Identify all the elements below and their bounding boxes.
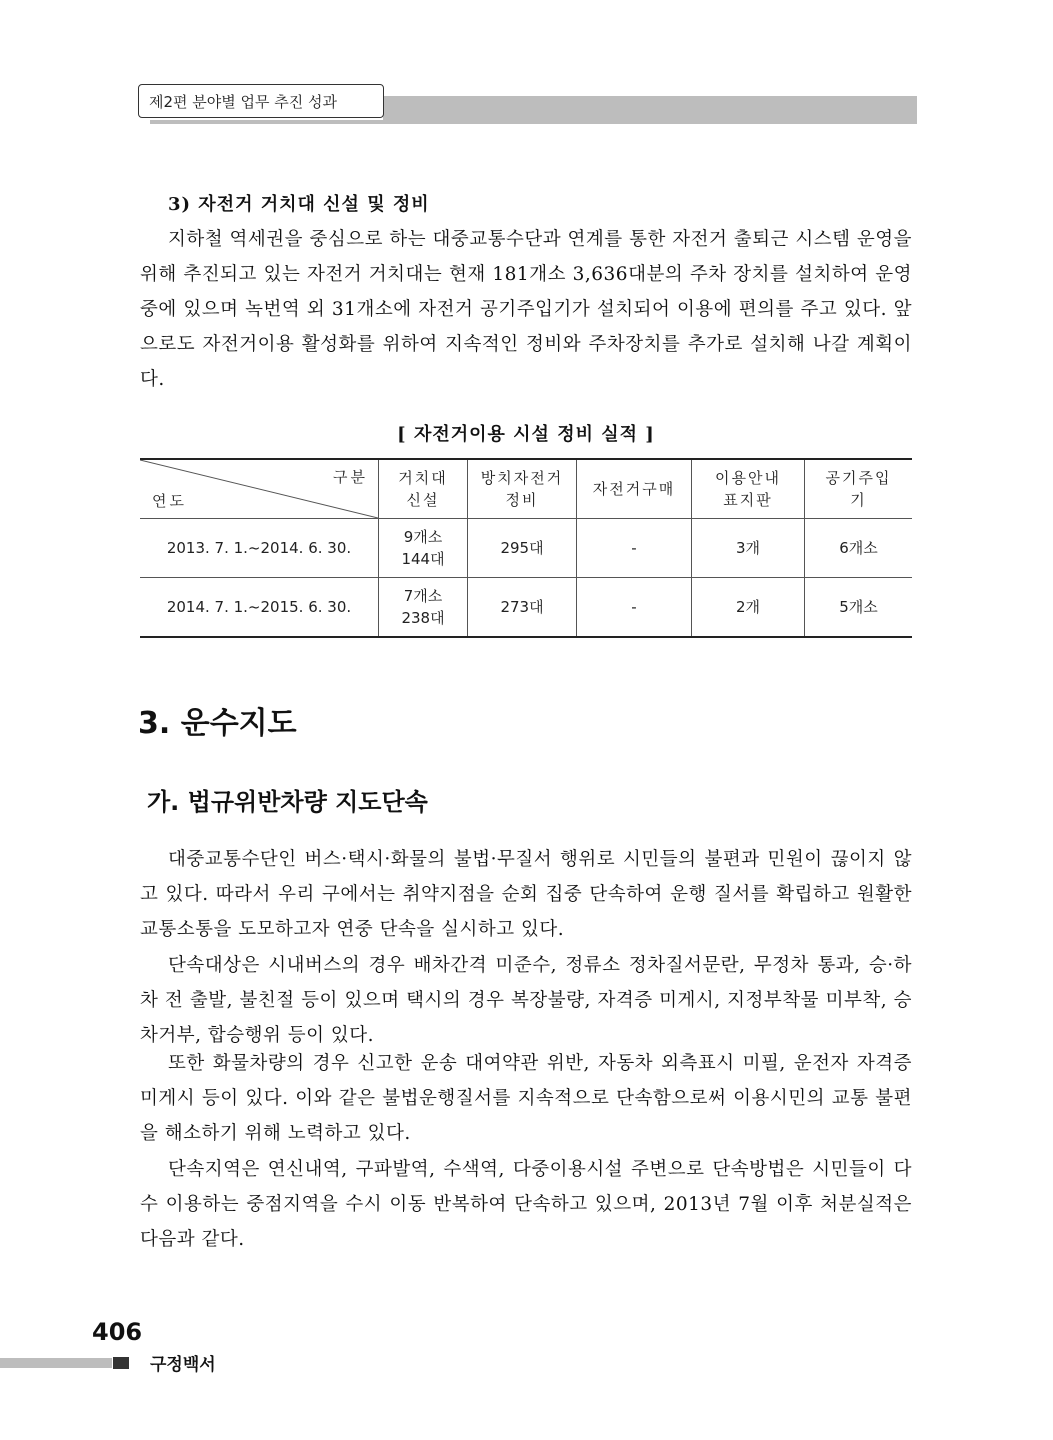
paragraph: 또한 화물차량의 경우 신고한 운송 대여약관 위반, 자동차 외측표시 미필, 운전자 자격증 미게시 등이 있다. 이와 같은 불법운행질서를 지속적으로 단속함으로써 이용시민의 교통 불편을 해소하기 위해 노력하고 있다. xyxy=(140,1053,912,1144)
header-air-pump: 공기주입 기 xyxy=(805,459,913,519)
bicycle-subtitle: 3) 자전거 거치대 신설 및 정비 xyxy=(168,194,430,215)
paragraph: 단속지역은 연신내역, 구파발역, 수색역, 다중이용시설 주변으로 단속방법은 시민들이 다수 이용하는 중점지역을 수시 이동 반복하여 단속하고 있으며, 2013년 7월 이후 처분실적은 다음과 같다. xyxy=(140,1159,912,1250)
header-rack: 거치대 신설 xyxy=(379,459,468,519)
period-cell: 2014. 7. 1.~2015. 6. 30. xyxy=(140,578,379,638)
page-number: 406 xyxy=(92,1318,143,1346)
corner-header-cell xyxy=(140,459,379,519)
purchase-cell: - xyxy=(577,519,692,578)
corner-year-label: 연도 xyxy=(152,492,187,510)
corner-category-label: 구분 xyxy=(333,468,368,486)
footer-label: 구정백서 xyxy=(150,1355,216,1375)
signs-cell: 3개 xyxy=(692,519,805,578)
period-cell: 2013. 7. 1.~2014. 6. 30. xyxy=(140,519,379,578)
air-cell: 5개소 xyxy=(805,578,913,638)
bicycle-facility-table xyxy=(140,458,912,638)
abandoned-cell: 295대 xyxy=(468,519,577,578)
table-header-row xyxy=(140,459,912,519)
paragraph: 대중교통수단인 버스·택시·화물의 불법·무질서 행위로 시민들의 불편과 민원이 끊이지 않고 있다. 따라서 우리 구에서는 취약지점을 순회 집중 단속하여 운행 질서를 확립하고 원활한 교통소통을 도모하고자 연중 단속을 실시하고 있다. xyxy=(140,849,912,940)
signs-cell: 2개 xyxy=(692,578,805,638)
header-bar xyxy=(383,96,917,122)
bicycle-paragraph: 지하철 역세권을 중심으로 하는 대중교통수단과 연계를 통한 자전거 출퇴근 시스템 운영을 위해 추진되고 있는 자전거 거치대는 현재 181개소 3,636대분의 주차 장치를 설치하여 운영 중에 있으며 녹번역 외 31개소에 자전거 공기주입기가 설치되어 이용에 편의를 주고 있다. 앞으로도 자전거이용 활성화를 위하여 지속적인 정비와 주차장치를 추가로 설치해 나갈 계획이다. xyxy=(140,229,912,390)
rack-cell: 7개소 238대 xyxy=(379,578,468,638)
paragraph: 단속대상은 시내버스의 경우 배차간격 미준수, 정류소 정차질서문란, 무정차 통과, 승·하차 전 출발, 불친절 등이 있으며 택시의 경우 복장불량, 자격증 미게시, 지정부착물 미부착, 승차거부, 합승행위 등이 있다. xyxy=(140,955,912,1046)
footer-bar xyxy=(0,1358,112,1368)
header-signs: 이용안내 표지판 xyxy=(692,459,805,519)
chapter-tab: 제2편 분야별 업무 추진 성과 xyxy=(138,84,384,118)
purchase-cell: - xyxy=(577,578,692,638)
rack-cell: 9개소 144대 xyxy=(379,519,468,578)
abandoned-cell: 273대 xyxy=(468,578,577,638)
header-purchase: 자전거구매 xyxy=(577,459,692,519)
section-title: 3. 운수지도 xyxy=(138,706,297,741)
header-abandoned: 방치자전거 정비 xyxy=(468,459,577,519)
footer-marker xyxy=(113,1357,129,1369)
subsection-title: 가. 법규위반차량 지도단속 xyxy=(147,788,428,816)
air-cell: 6개소 xyxy=(805,519,913,578)
table-row xyxy=(140,578,912,638)
header-rule xyxy=(150,120,917,124)
table-title: [ 자전거이용 시설 정비 실적 ] xyxy=(397,424,655,445)
table-row xyxy=(140,519,912,578)
